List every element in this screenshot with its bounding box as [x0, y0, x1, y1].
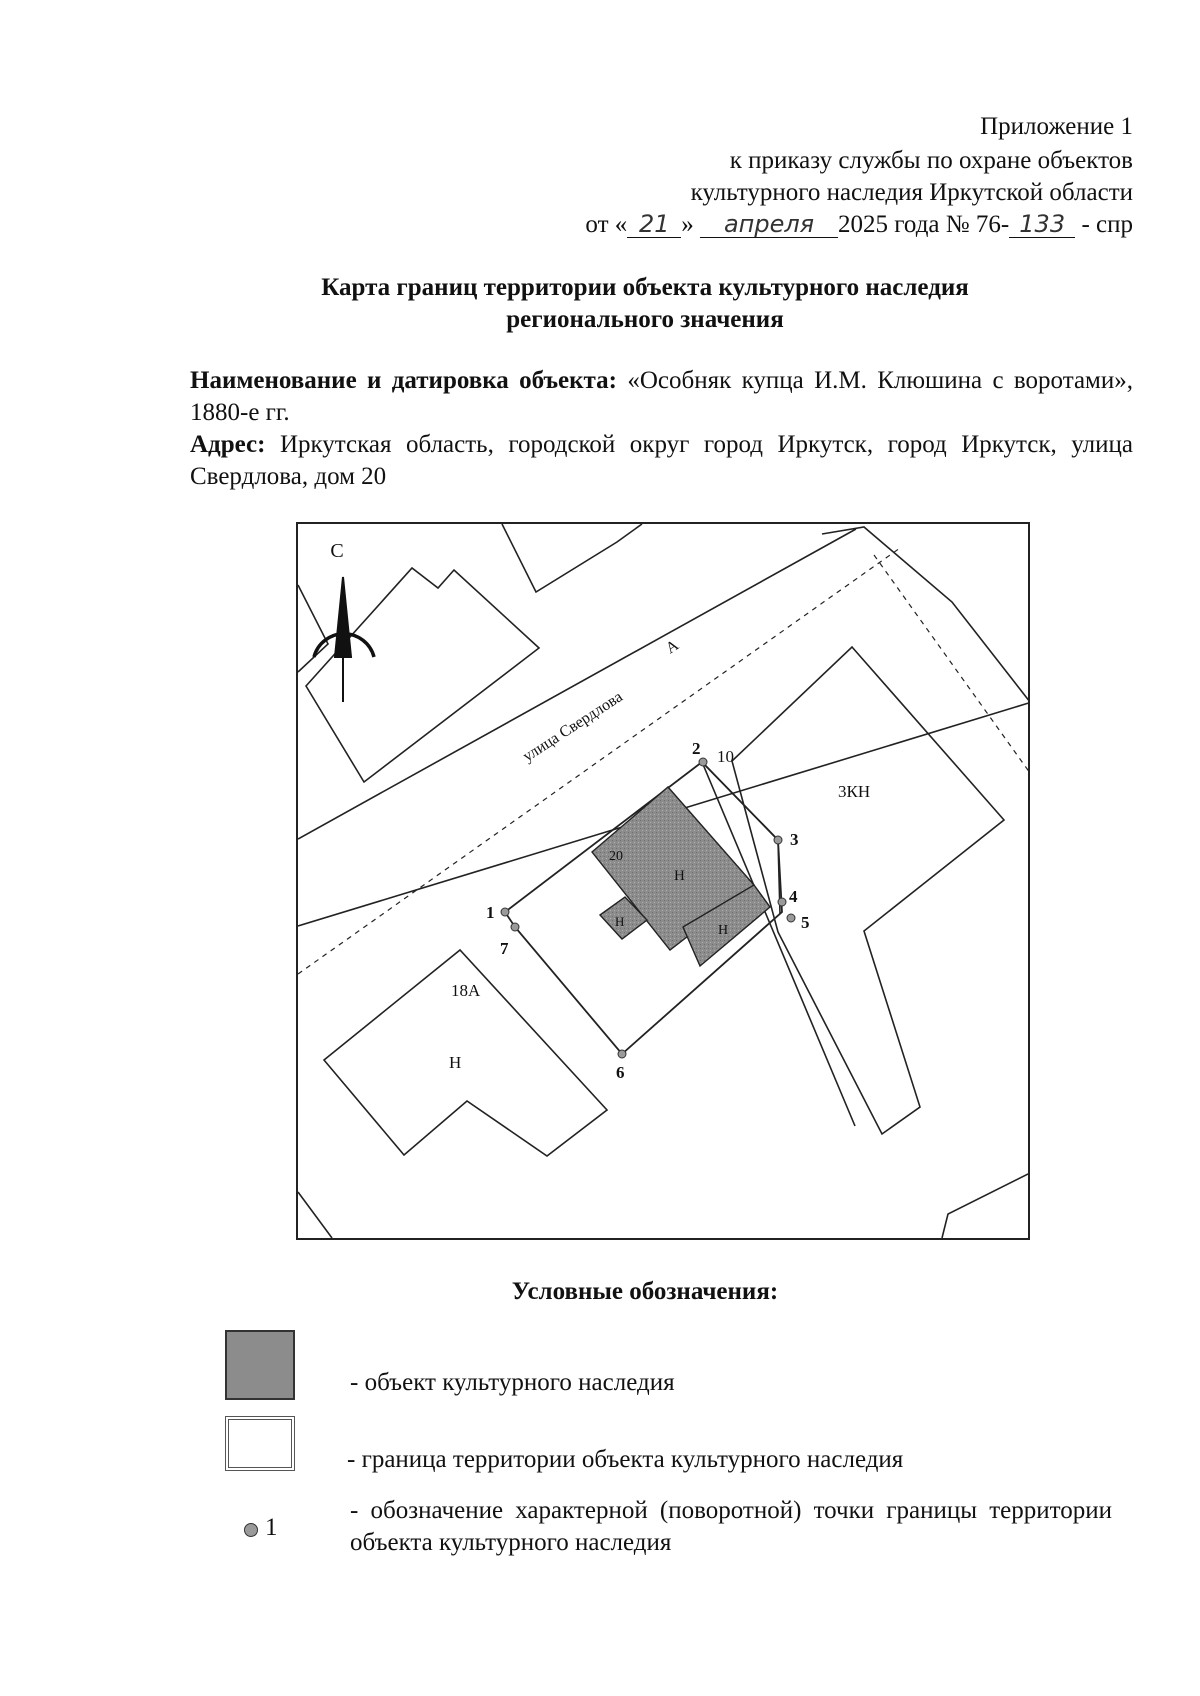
point-6-marker [618, 1050, 626, 1058]
heritage-main-label: Н [674, 868, 685, 884]
legend-heritage-swatch [225, 1330, 295, 1400]
date-day-close: » [681, 211, 694, 238]
heritage-small-label: Н [615, 914, 625, 929]
object-name-paragraph [190, 365, 1133, 429]
building-north-east [822, 527, 1028, 702]
building-3kn [732, 647, 1004, 1134]
object-address-value: Иркутская область, городской округ город Иркутск, город Иркутск, улица Свердлова, дом 20 [190, 431, 1133, 490]
point-4-marker [778, 898, 786, 906]
doc-title-line1: Карта границ территории объекта культурного наследия [321, 274, 969, 301]
order-ref-line: к приказу службы по охране объектов [729, 147, 1133, 174]
handwritten-number: 133 [1009, 211, 1075, 238]
lot-20-label: 20 [609, 849, 623, 864]
dashed-line-east [874, 555, 1028, 773]
building-18a-h-label: Н [449, 1053, 462, 1072]
legend-boundary-text: - граница территории объекта культурного наследия [347, 1446, 904, 1473]
legend-point-marker [244, 1523, 258, 1537]
edge-bottom-left [298, 1192, 332, 1238]
order-org-line: культурного наследия Иркутской области [690, 179, 1133, 206]
north-arrow-icon [314, 577, 374, 702]
point-3-label: 3 [790, 830, 799, 849]
building-18a-label: 18А [451, 981, 481, 1000]
object-address-paragraph [190, 429, 1133, 493]
handwritten-day: 21 [627, 211, 681, 238]
point-7-label: 7 [500, 939, 509, 958]
dashed-line-south [298, 548, 900, 974]
point-5-marker [787, 914, 795, 922]
legend-heritage-text: - объект культурного наследия [350, 1369, 675, 1396]
object-address-label: Адрес: [190, 431, 266, 458]
legend-point-text: - обозначение характерной (поворотной) точки границы территории объекта культурного наследия [350, 1497, 1112, 1556]
point-1-marker [501, 908, 509, 916]
legend-point-number: 1 [265, 1514, 278, 1541]
handwritten-month: апреля [700, 211, 838, 238]
building-3kn-label: 3КН [838, 782, 871, 801]
point-10-label: 10 [717, 747, 734, 766]
building-north-edge [298, 585, 328, 672]
doc-title-line2: регионального значения [506, 306, 784, 333]
object-name-value: «Особняк купца И.М. Клюшина с воротами», 1880-е гг. [190, 367, 1133, 426]
street-label: улица Свердлова [519, 688, 626, 766]
point-6-label: 6 [616, 1063, 625, 1082]
appendix-label: Приложение 1 [980, 113, 1133, 140]
date-prefix: от « [585, 211, 628, 238]
date-year-text: 2025 года № 76- [838, 211, 1010, 238]
edge-bottom-right [942, 1172, 1028, 1238]
street-marker: А [662, 636, 682, 658]
legend-boundary-swatch [225, 1416, 295, 1471]
order-suffix: - спр [1081, 211, 1133, 238]
map-canvas [298, 524, 1028, 1238]
order-date-line [585, 209, 1133, 241]
boundary-map [296, 522, 1030, 1240]
point-4-label: 4 [789, 887, 798, 906]
building-north-center [502, 524, 642, 592]
point-5-label: 5 [801, 913, 810, 932]
north-label: С [330, 540, 344, 562]
heritage-annex-label: Н [718, 923, 729, 938]
point-3-marker [774, 836, 782, 844]
object-name-label: Наименование и датировка объекта: [190, 367, 617, 394]
point-7-marker [511, 923, 519, 931]
point-2-marker [699, 758, 707, 766]
legend-title: Условные обозначения: [511, 1278, 779, 1305]
point-1-label: 1 [486, 903, 495, 922]
street-edge-north [298, 529, 856, 839]
point-2-label: 2 [692, 739, 701, 758]
